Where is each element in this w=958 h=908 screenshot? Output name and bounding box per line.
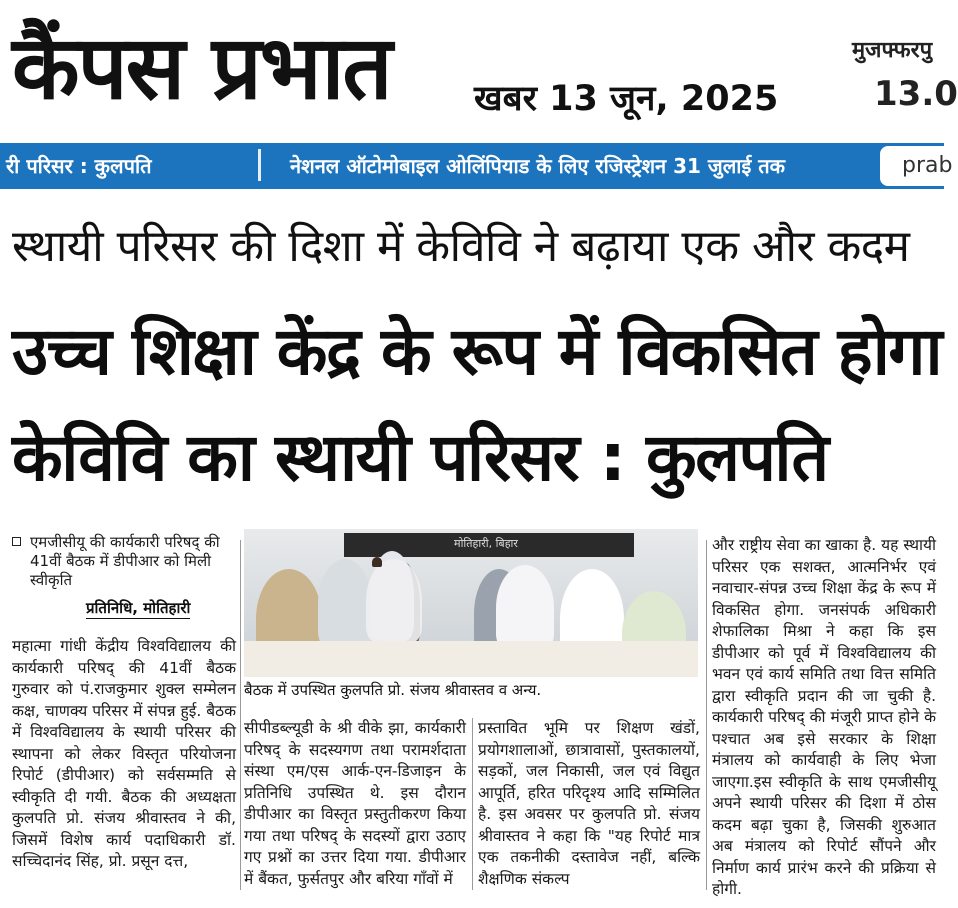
dateline: खबर 13 जून, 2025 [474,79,779,119]
ticker-separator [258,149,261,181]
headline-line-1: उच्च शिक्षा केंद्र के रूप में विकसित होगा [12,313,942,390]
edition-city: मुजफ्फरपु [852,38,933,63]
person-figure [496,565,554,651]
summary-bullet-icon [12,537,21,546]
brand-tag [880,146,953,186]
ticker-item-2: नेशनल ऑटोमोबाइल ओलिंपियाड के लिए रजिस्ट्रेशन 31 जुलाई तक [290,154,786,178]
news-ticker [0,143,953,189]
brand-text: prab [902,153,953,178]
column-divider [706,540,707,890]
conference-table [244,641,698,677]
ticker-item-1: री परिसर : कुलपति [6,154,152,178]
newspaper-logo: कैंपस प्रभात [12,16,391,119]
masthead [0,0,958,140]
article-column-1: महात्मा गांधी केंद्रीय विश्वविद्यालय की कार्यकारी परिषद् की 41वीं बैठक गुरुवार को पं.राजकुमार शुक्ल सम्मेलन कक्ष, चाणक्य परिसर में संपन्न हुई. बैठक में विश्वविद्यालय के स्थायी परिसर की स्थापना को लेकर विस्तृत परियोजना रिपोर्ट (डीपीआर) को सर्वसम्मति से स्वीकृति दी गयी. बैठक की अध्यक्षता कुलपति प्रो. संजय श्रीवास्तव ने की, जिसमें विशेष कार्य पदाधिकारी डॉ. सच्चिदानंद सिंह, प्रो. प्रसून दत्त, [12,637,236,870]
photo-caption: बैठक में उपस्थित कुलपति प्रो. संजय श्रीवास्तव व अन्य. [244,681,542,699]
summary-text: एमजीसीयू की कार्यकारी परिषद् की 41वीं बैठक में डीपीआर को मिली स्वीकृति [30,533,220,589]
edition-date: 13.0 [874,74,958,114]
person-figure [318,559,372,649]
article-column-4: और राष्ट्रीय सेवा का खाका है. यह स्थायी परिसर एक सशक्त, आत्मनिर्भर एवं नवाचार-संपन्न उच्च शिक्षा केंद्र के रूप में विकसित होगा. जनसंपर्क अधिकारी शेफालिका मिश्रा ने कहा कि इस डीपीआर को पूर्व में विश्वविद्यालय की भवन एवं कार्य समिति तथा वित्त समिति द्वारा स्वीकृति प्रदान की जा चुकी है. कार्यकारी परिषद् की मंजूरी प्राप्त होने के पश्चात अब इसे सरकार के शिक्षा मंत्रालय को कार्यवाही के लिए भेजा जाएगा.इस स्वीकृति के साथ एमजीसीयू अपने स्थायी परिसर की दिशा में ठोस कदम बढ़ा चुका है, जिसकी शुरुआत अब मंत्रालय को रिपोर्ट सौंपने और निर्माण कार्य प्रारंभ करने की प्रक्रिया से होगी. [712,536,936,898]
column-divider [472,718,473,890]
headline-line-2: केविवि का स्थायी परिसर : कुलपति [12,419,828,496]
article-column-2: सीपीडब्ल्यूडी के श्री वीके झा, कार्यकारी परिषद् के सदस्यगण तथा परामर्शदाता संस्था एम/एस आर्क-एन-डिजाइन के प्रतिनिधि उपस्थित थे. इस दौरान डीपीआर का विस्तृत प्रस्तुतीकरण किया गया तथा परिषद् के सदस्यों द्वारा उठाए गए प्रश्नों का उत्तर दिया गया. डीपीआर में बैंकत, फुर्सतपुर और बरिया गाँवों में [244,719,466,888]
article-column-3: प्रस्तावित भूमि पर शिक्षण खंडों, प्रयोगशालाओं, छात्रावासों, पुस्तकालयों, सड़कों, जल निकासी, जल एवं विद्युत आपूर्ति, हरित परिदृश्य आदि सम्मिलित है. इस अवसर पर कुलपति प्रो. संजय श्रीवास्तव ने कहा कि "यह रिपोर्ट मात्र एक तकनीकी दस्तावेज नहीं, बल्कि शैक्षणिक संकल्प [478,719,700,888]
person-figure [366,559,422,643]
person-figure [372,557,382,567]
photo-banner-text: मोतिहारी, बिहार [454,537,518,550]
byline: प्रतिनिधि, मोतिहारी [86,599,191,617]
news-photo [244,529,698,677]
article-summary [12,533,236,590]
headline-kicker: स्थायी परिसर की दिशा में केविवि ने बढ़ाया एक और कदम [12,221,910,272]
column-divider [240,540,241,890]
